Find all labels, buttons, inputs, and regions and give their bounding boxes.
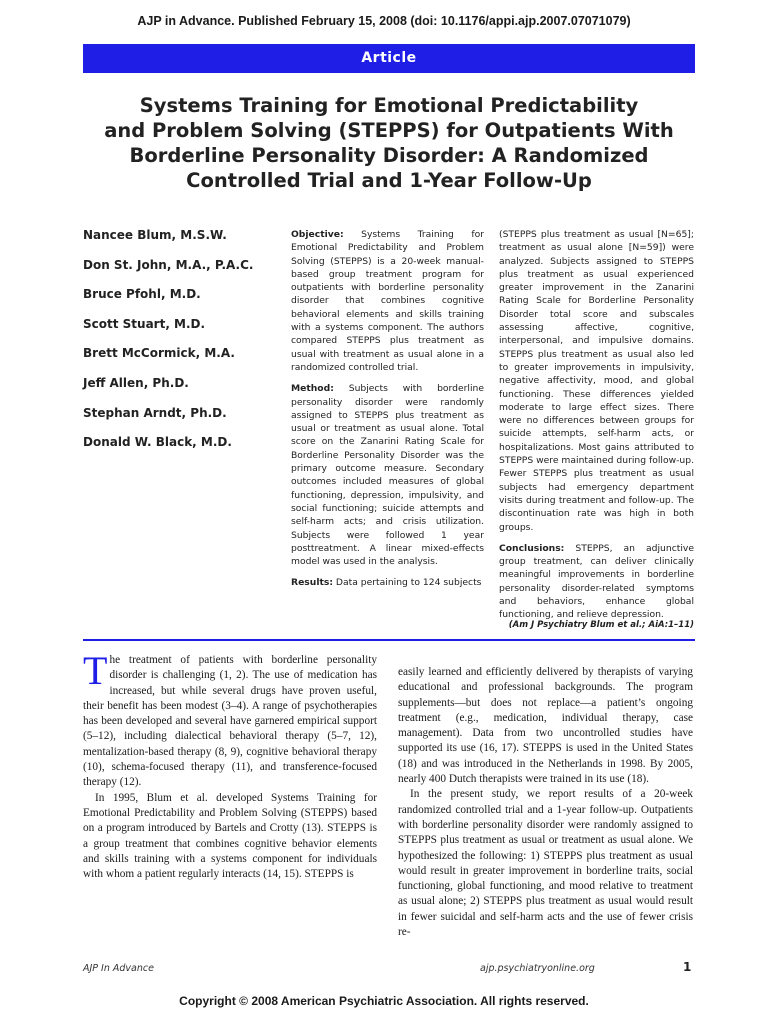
body-paragraph bbox=[83, 648, 377, 791]
title-line: and Problem Solving (STEPPS) for Outpatients With bbox=[104, 119, 674, 142]
author-name: Jeff Allen, Ph.D. bbox=[83, 375, 189, 390]
abstract-conclusions-text: STEPPS, an adjunctive group treatment, can deliver clinically meaningful improvements in borderline personality disorder-related symptoms and behaviors, enhance global functioning, and relieve depression. bbox=[499, 542, 694, 621]
body-column-right bbox=[398, 665, 693, 940]
abstract-objective bbox=[291, 228, 484, 374]
journal-citation: (Am J Psychiatry Blum et al.; AiA:1–11) bbox=[508, 620, 694, 630]
abstract-column-left bbox=[291, 228, 484, 598]
abstract-column-right bbox=[499, 228, 694, 630]
footer-journal-name: AJP In Advance bbox=[83, 963, 154, 974]
title-line: Controlled Trial and 1-Year Follow-Up bbox=[186, 169, 592, 192]
title-line: Systems Training for Emotional Predictability bbox=[139, 94, 639, 117]
abstract-objective-label: Objective: bbox=[291, 229, 344, 240]
abstract-results-label: Results: bbox=[291, 577, 333, 589]
abstract-method bbox=[291, 382, 484, 568]
article-section-banner: Article bbox=[83, 44, 695, 73]
author-name: Stephan Arndt, Ph.D. bbox=[83, 405, 227, 420]
copyright-notice: Copyright © 2008 American Psychiatric Association. All rights reserved. bbox=[179, 994, 589, 1008]
author-name: Donald W. Black, M.D. bbox=[83, 435, 232, 450]
author-name: Scott Stuart, M.D. bbox=[83, 316, 206, 331]
abstract-method-label: Method: bbox=[291, 383, 334, 395]
publication-line: AJP in Advance. Published February 15, 2008 (doi: 10.1176/appi.ajp.2007.07071079) bbox=[137, 14, 631, 28]
body-column-left bbox=[83, 648, 377, 882]
author-name: Don St. John, M.A., P.A.C. bbox=[83, 257, 254, 272]
body-paragraph: In 1995, Blum et al. developed Systems Training for Emotional Predictability and Problem Solving (STEPPS) based on a program introduced by Bartels and Crotty (13). STEPPS is a group treatment that combines cognitive behavior elements and skills training with a systems component for individuals with whom a patient regularly interacts (14, 15). STEPPS is bbox=[83, 791, 377, 881]
body-paragraph-text: he treatment of patients with borderline personality disorder is challenging (1, 2). The use of medication has increased, but while several drugs have proven useful, their benefit has been modest (3–4). A range of psychotherapies has been developed and several have garnered empirical support (5–12), including dialectical behavioral therapy (5–7, 12), mentalization-based therapy (8, 9), cognitive behavioral therapy (10), schema-focused therapy (11), and transference-focused therapy (12). bbox=[83, 654, 377, 789]
abstract-conclusions bbox=[499, 542, 694, 622]
body-paragraph: In the present study, we report results of a 20-week randomized controlled trial and a 1-year follow-up. Outpatients with borderline personality disorder were randomly assigned to STEPPS plus treatment as usual or treatment as usual alone. We hypothesized the following: 1) STEPPS plus treatment as usual would result in greater improvement in borderline traits, social functioning, global functioning, and mood relative to treatment as usual alone; 2) STEPPS plus treatment as usual would result in fewer suicidal and self-harm acts and the use of fewer crisis re- bbox=[398, 788, 693, 939]
section-divider bbox=[83, 639, 695, 641]
author-list bbox=[83, 228, 273, 465]
abstract-method-text: Subjects with borderline personality disorder were randomly assigned to STEPPS plus treatment as usual or treatment as usual alone. Total score on the Zanarini Rating Scale for Borderline Personality Disorder was the primary outcome measure. Secondary outcomes included measures of global functioning, depression, impulsivity, and social functioning; suicide attempts and self-harm acts; and crisis utilization. Subjects were followed 1 year posttreatment. A linear mixed-effects model was used in the analysis. bbox=[291, 383, 484, 568]
abstract-objective-text: Systems Training for Emotional Predictability and Problem Solving (STEPPS) is a 20-week manual-based group treatment program for outpatients with borderline personality disorder that combines cognitive behavioral elements and skills training with a systems component. The authors compared STEPPS plus treatment as usual with treatment as usual alone in a randomized controlled trial. bbox=[291, 229, 484, 373]
abstract-results bbox=[291, 576, 484, 589]
abstract-results-continued: (STEPPS plus treatment as usual [N=65]; treatment as usual alone [N=59]) were analyzed. Subjects assigned to STEPPS plus treatment as usual experienced greater improvement in the Zanarini Rating Scale for Borderline Personality Disorder total score and subscales assessing affective, cognitive, interpersonal, and impulsive domains. STEPPS plus treatment as usual also led to greater improvements in impulsivity, negative affectivity, mood, and global functioning. These differences yielded moderate to large effect sizes. There were no differences between groups for suicide attempts, self-harm acts, or hospitalizations. Most gains attributed to STEPPS were maintained during follow-up. Fewer STEPPS plus treatment as usual subjects had emergency department visits during treatment and follow-up. The discontinuation rate was high in both groups. bbox=[499, 229, 694, 533]
abstract-conclusions-label: Conclusions: bbox=[499, 542, 565, 554]
drop-cap: T bbox=[83, 648, 108, 693]
page-number: 1 bbox=[683, 960, 692, 974]
author-name: Nancee Blum, M.S.W. bbox=[83, 228, 227, 242]
author-name: Brett McCormick, M.A. bbox=[83, 346, 235, 361]
abstract-results-text: Data pertaining to 124 subjects bbox=[335, 577, 482, 589]
article-title bbox=[83, 93, 695, 193]
author-name: Bruce Pfohl, M.D. bbox=[83, 287, 201, 302]
body-paragraph-continued: easily learned and efficiently delivered by therapists of varying educational and professional backgrounds. The program supplements—but does not replace—a patient’s ongoing treatment (e.g., medication, individual therapy, case management). Data from two uncontrolled studies have supported its use (16, 17). STEPPS is used in the United States (18) and was introduced in the Netherlands in 1998. By 2005, nearly 400 Dutch therapists were trained in its use (18). bbox=[398, 666, 693, 786]
footer-url[interactable]: ajp.psychiatryonline.org bbox=[480, 963, 595, 974]
title-line: Borderline Personality Disorder: A Randomized bbox=[129, 144, 649, 167]
